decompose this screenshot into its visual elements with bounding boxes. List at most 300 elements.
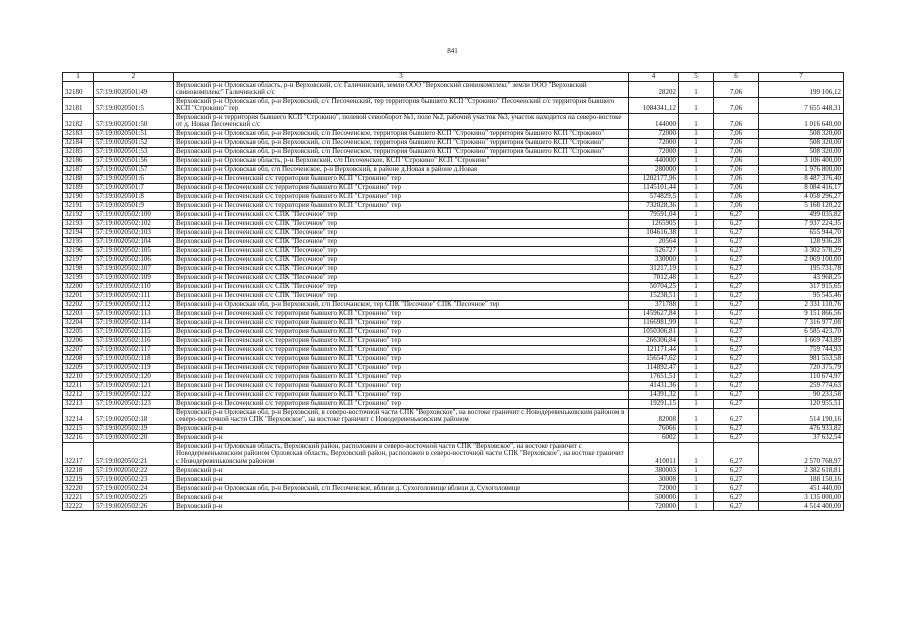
address-cell: Верховский р-н Песоченский с/с территория бывшего КСП "Строкино" тер	[174, 192, 629, 201]
value-cell: 120 955,51	[759, 399, 844, 408]
value-cell: 655 944,70	[759, 228, 844, 237]
cadastral-number-cell: 57:19:0020502:107	[94, 264, 174, 273]
count-cell: 1	[679, 493, 714, 502]
address-cell: Верховский р-н Песоченский с/с территория бывшего КСП "Строкино" тер	[174, 354, 629, 363]
value-cell: 110 674,97	[759, 372, 844, 381]
page-number: 841	[447, 47, 458, 55]
count-cell: 1	[679, 475, 714, 484]
table-row	[63, 282, 844, 291]
address-cell: Верховский р-н Песоченский с/с территория бывшего КСП "Строкино" тер	[174, 201, 629, 210]
row-number-cell: 32192	[63, 210, 94, 219]
table-row	[63, 345, 844, 354]
row-number-cell: 32186	[63, 156, 94, 165]
area-cell: 72000	[629, 129, 679, 138]
rate-cell: 6,27	[714, 408, 759, 424]
count-cell: 1	[679, 129, 714, 138]
table-row	[63, 390, 844, 399]
row-number-cell: 32187	[63, 165, 94, 174]
cadastral-number-cell: 57:19:0020501:8	[94, 192, 174, 201]
area-cell: 410011	[629, 442, 679, 466]
address-cell: Верховский р-н Песоченский с/с СПК "Песочное" тер	[174, 264, 629, 273]
rate-cell: 6,27	[714, 255, 759, 264]
rate-cell: 6,27	[714, 475, 759, 484]
row-number-cell: 32210	[63, 372, 94, 381]
area-cell: 17651,51	[629, 372, 679, 381]
value-cell: 8 487 376,40	[759, 174, 844, 183]
header-cell: 1	[63, 73, 94, 82]
count-cell: 1	[679, 466, 714, 475]
address-cell: Верховский р-н	[174, 493, 629, 502]
cadastral-number-cell: 57:19:0020502:24	[94, 484, 174, 493]
address-cell: Верховский р-н	[174, 424, 629, 433]
count-cell: 1	[679, 183, 714, 192]
row-number-cell: 32220	[63, 484, 94, 493]
value-cell: 128 936,28	[759, 237, 844, 246]
rate-cell: 6,27	[714, 345, 759, 354]
table-row	[63, 237, 844, 246]
cadastral-number-cell: 57:19:0020502:122	[94, 390, 174, 399]
rate-cell: 7,06	[714, 192, 759, 201]
table-row	[63, 354, 844, 363]
value-cell: 2 069 100,00	[759, 255, 844, 264]
row-number-cell: 32193	[63, 219, 94, 228]
value-cell: 2 331 110,76	[759, 300, 844, 309]
rate-cell: 6,27	[714, 493, 759, 502]
table-row	[63, 97, 844, 113]
value-cell: 981 553,58	[759, 354, 844, 363]
rate-cell: 6,27	[714, 282, 759, 291]
table-row	[63, 363, 844, 372]
cadastral-number-cell: 57:19:0020501:9	[94, 201, 174, 210]
row-number-cell: 32212	[63, 390, 94, 399]
area-cell: 28202	[629, 81, 679, 97]
value-cell: 1 016 640,00	[759, 113, 844, 129]
rate-cell: 6,27	[714, 228, 759, 237]
value-cell: 7 937 224,35	[759, 219, 844, 228]
count-cell: 1	[679, 345, 714, 354]
count-cell: 1	[679, 300, 714, 309]
cadastral-number-cell: 57:19:0020502:105	[94, 246, 174, 255]
count-cell: 1	[679, 210, 714, 219]
cadastral-number-cell: 57:19:0020501:5	[94, 97, 174, 113]
rate-cell: 6,27	[714, 327, 759, 336]
row-number-cell: 32215	[63, 424, 94, 433]
row-number-cell: 32222	[63, 502, 94, 511]
row-number-cell: 32191	[63, 201, 94, 210]
cadastral-number-cell: 57:19:0020501:49	[94, 81, 174, 97]
rate-cell: 6,27	[714, 336, 759, 345]
value-cell: 4 058 296,27	[759, 192, 844, 201]
value-cell: 759 744,93	[759, 345, 844, 354]
row-number-cell: 32211	[63, 381, 94, 390]
row-number-cell: 32218	[63, 466, 94, 475]
value-cell: 90 233,58	[759, 390, 844, 399]
rate-cell: 6,27	[714, 381, 759, 390]
area-cell: 156547,62	[629, 354, 679, 363]
address-cell: Верховский р-н Песоченский с/с СПК "Песочное" тер	[174, 237, 629, 246]
table-row	[63, 493, 844, 502]
address-cell: Верховский р-н Песоченский с/с территория бывшего КСП "Строкино" тер	[174, 336, 629, 345]
cadastral-number-cell: 57:19:0020501:56	[94, 156, 174, 165]
value-cell: 3 302 578,29	[759, 246, 844, 255]
rate-cell: 6,27	[714, 399, 759, 408]
count-cell: 1	[679, 192, 714, 201]
value-cell: 508 320,00	[759, 138, 844, 147]
table-row	[63, 228, 844, 237]
value-cell: 3 135 000,00	[759, 493, 844, 502]
row-number-cell: 32208	[63, 354, 94, 363]
area-cell: 144000	[629, 113, 679, 129]
cadastral-number-cell: 57:19:0020502:116	[94, 336, 174, 345]
row-number-cell: 32204	[63, 318, 94, 327]
row-number-cell: 32194	[63, 228, 94, 237]
area-cell: 82008	[629, 408, 679, 424]
count-cell: 1	[679, 433, 714, 442]
address-cell: Верховский р-н Песоченский с/с СПК "Песочное" тер	[174, 228, 629, 237]
table-row	[63, 327, 844, 336]
address-cell: Верховский р-н Песоченский с/с территория бывшего КСП "Строкино" тер	[174, 318, 629, 327]
address-cell: Верховский р-н Орловская обл, р-н Верховский, с/п Песоченское, территория бывшего КСП "Строкино" территория бывшего КСП "Строкино"	[174, 129, 629, 138]
count-cell: 1	[679, 381, 714, 390]
rate-cell: 7,06	[714, 183, 759, 192]
count-cell: 1	[679, 255, 714, 264]
row-number-cell: 32217	[63, 442, 94, 466]
count-cell: 1	[679, 354, 714, 363]
header-cell: 2	[94, 73, 174, 82]
value-cell: 476 933,82	[759, 424, 844, 433]
header-cell: 4	[629, 73, 679, 82]
address-cell: Верховский р-н Песоченский с/с СПК "Песочное" тер	[174, 291, 629, 300]
value-cell: 37 632,54	[759, 433, 844, 442]
cadastral-number-cell: 57:19:0020502:25	[94, 493, 174, 502]
table-row	[63, 81, 844, 97]
address-cell: Верховский р-н	[174, 475, 629, 484]
table-row	[63, 147, 844, 156]
value-cell: 8 084 416,17	[759, 183, 844, 192]
address-cell: Верховский р-н Песоченский с/с СПК "Песочное" тер	[174, 210, 629, 219]
cadastral-number-cell: 57:19:0020502:121	[94, 381, 174, 390]
area-cell: 121171,44	[629, 345, 679, 354]
count-cell: 1	[679, 390, 714, 399]
row-number-cell: 32207	[63, 345, 94, 354]
address-cell: Верховский р-н Песоченский с/с СПК "Песочное" тер	[174, 282, 629, 291]
value-cell: 2 382 618,81	[759, 466, 844, 475]
table-row	[63, 273, 844, 282]
cadastral-number-cell: 57:19:0020501:52	[94, 138, 174, 147]
address-cell: Верховский р-н Песоченский с/с территория бывшего КСП "Строкино" тер	[174, 174, 629, 183]
count-cell: 1	[679, 81, 714, 97]
area-cell: 6002	[629, 433, 679, 442]
count-cell: 1	[679, 442, 714, 466]
cadastral-number-cell: 57:19:0020502:102	[94, 219, 174, 228]
cadastral-number-cell: 57:19:0020501:53	[94, 147, 174, 156]
area-cell: 526727	[629, 246, 679, 255]
table-row	[63, 192, 844, 201]
area-cell: 76066	[629, 424, 679, 433]
count-cell: 1	[679, 113, 714, 129]
cadastral-number-cell: 57:19:0020502:106	[94, 255, 174, 264]
area-cell: 114892,47	[629, 363, 679, 372]
cadastral-number-cell: 57:19:0020502:21	[94, 442, 174, 466]
value-cell: 6 585 423,70	[759, 327, 844, 336]
value-cell: 43 968,25	[759, 273, 844, 282]
count-cell: 1	[679, 228, 714, 237]
cadastral-number-cell: 57:19:0020502:110	[94, 282, 174, 291]
value-cell: 508 320,00	[759, 129, 844, 138]
cadastral-number-cell: 57:19:0020502:115	[94, 327, 174, 336]
rate-cell: 7,06	[714, 174, 759, 183]
rate-cell: 6,27	[714, 246, 759, 255]
cadastral-number-cell: 57:19:0020502:19	[94, 424, 174, 433]
row-number-cell: 32195	[63, 237, 94, 246]
value-cell: 259 774,63	[759, 381, 844, 390]
value-cell: 508 320,00	[759, 147, 844, 156]
area-cell: 7012,48	[629, 273, 679, 282]
table-row	[63, 381, 844, 390]
cadastral-number-cell: 57:19:0020502:20	[94, 433, 174, 442]
address-cell: Верховский р-н Песоченский с/с СПК "Песочное" тер	[174, 255, 629, 264]
value-cell: 514 190,16	[759, 408, 844, 424]
value-cell: 451 440,00	[759, 484, 844, 493]
area-cell: 19291,15	[629, 399, 679, 408]
address-cell: Верховский р-н Песоченский с/с СПК "Песочное" тер	[174, 219, 629, 228]
address-cell: Верховский р-н Песоченский с/с территория бывшего КСП "Строкино" тер	[174, 381, 629, 390]
row-number-cell: 32185	[63, 147, 94, 156]
header-cell: 7	[759, 73, 844, 82]
table-row	[63, 300, 844, 309]
table-row	[63, 318, 844, 327]
row-number-cell: 32201	[63, 291, 94, 300]
table-row	[63, 138, 844, 147]
address-cell: Верховский р-н Песоченский с/с территория бывшего КСП "Строкино" тер	[174, 345, 629, 354]
address-cell: Верховский р-н Орловская обл, с/п Песоченское, р-н Верховский, в районе д.Новая в районе д.Новая	[174, 165, 629, 174]
rate-cell: 6,27	[714, 237, 759, 246]
count-cell: 1	[679, 327, 714, 336]
area-cell: 330000	[629, 255, 679, 264]
count-cell: 1	[679, 138, 714, 147]
count-cell: 1	[679, 318, 714, 327]
header-cell: 5	[679, 73, 714, 82]
cadastral-number-cell: 57:19:0020502:103	[94, 228, 174, 237]
rate-cell: 6,27	[714, 309, 759, 318]
cadastral-number-cell: 57:19:0020502:26	[94, 502, 174, 511]
area-cell: 280000	[629, 165, 679, 174]
count-cell: 1	[679, 174, 714, 183]
cadastral-number-cell: 57:19:0020502:111	[94, 291, 174, 300]
area-cell: 20564	[629, 237, 679, 246]
row-number-cell: 32189	[63, 183, 94, 192]
address-cell: Верховский р-н Песоченский с/с территория бывшего КСП "Строкино" тер	[174, 309, 629, 318]
value-cell: 317 915,65	[759, 282, 844, 291]
count-cell: 1	[679, 309, 714, 318]
count-cell: 1	[679, 156, 714, 165]
row-number-cell: 32221	[63, 493, 94, 502]
cadastral-number-cell: 57:19:0020501:51	[94, 129, 174, 138]
table-row	[63, 399, 844, 408]
address-cell: Верховский р-н	[174, 433, 629, 442]
table-row	[63, 113, 844, 129]
table-header-row	[63, 73, 844, 82]
table-row	[63, 219, 844, 228]
table-row	[63, 264, 844, 273]
row-number-cell: 32181	[63, 97, 94, 113]
area-cell: 720000	[629, 502, 679, 511]
cadastral-number-cell: 57:19:0020502:109	[94, 273, 174, 282]
row-number-cell: 32206	[63, 336, 94, 345]
value-cell: 7 655 448,31	[759, 97, 844, 113]
area-cell: 1050306,81	[629, 327, 679, 336]
address-cell: Верховский р-н Песоченский с/с территория бывшего КСП "Строкино" тер	[174, 390, 629, 399]
row-number-cell: 32209	[63, 363, 94, 372]
table-row	[63, 183, 844, 192]
area-cell: 266306,84	[629, 336, 679, 345]
table-row	[63, 433, 844, 442]
table-row	[63, 484, 844, 493]
rate-cell: 7,06	[714, 156, 759, 165]
area-cell: 72000	[629, 147, 679, 156]
address-cell: Верховский р-н Песоченский с/с СПК "Песочное" тер	[174, 246, 629, 255]
row-number-cell: 32196	[63, 246, 94, 255]
row-number-cell: 32203	[63, 309, 94, 318]
count-cell: 1	[679, 273, 714, 282]
count-cell: 1	[679, 502, 714, 511]
rate-cell: 7,06	[714, 138, 759, 147]
count-cell: 1	[679, 291, 714, 300]
rate-cell: 7,06	[714, 97, 759, 113]
rate-cell: 6,27	[714, 300, 759, 309]
area-cell: 41431,36	[629, 381, 679, 390]
cadastral-number-cell: 57:19:0020502:118	[94, 354, 174, 363]
rate-cell: 7,06	[714, 129, 759, 138]
area-cell: 371788	[629, 300, 679, 309]
cadastral-number-cell: 57:19:0020502:23	[94, 475, 174, 484]
cadastral-number-cell: 57:19:0020502:113	[94, 309, 174, 318]
area-cell: 1145101,44	[629, 183, 679, 192]
table-row	[63, 408, 844, 424]
rate-cell: 6,27	[714, 484, 759, 493]
area-cell: 500000	[629, 493, 679, 502]
table-row	[63, 246, 844, 255]
row-number-cell: 32213	[63, 399, 94, 408]
address-cell: Верховский р-н Орловская обл, р-н Верховский, с/п Песочанское, тер СПК "Песочное" СПК "Песочное" тер	[174, 300, 629, 309]
value-cell: 188 150,16	[759, 475, 844, 484]
cadastral-number-cell: 57:19:0020502:119	[94, 363, 174, 372]
cadastral-number-cell: 57:19:0020502:114	[94, 318, 174, 327]
count-cell: 1	[679, 408, 714, 424]
address-cell: Верховский р-н Орловская область, р-н Верховский, с/п Песоченское, КСП "Строкино" КСП "Строкино"	[174, 156, 629, 165]
address-cell: Верховский р-н Орловская область, Верховский район, расположен в северо-восточной части СПК "Верховское", на востоке граничит с Новодеревеньковским районом Орловская область, Верховский район, расположен в северо-восточной части СПК "Верховское", на востоке граничит с Новодеревеньковским районом	[174, 442, 629, 466]
count-cell: 1	[679, 219, 714, 228]
rate-cell: 7,06	[714, 81, 759, 97]
row-number-cell: 32202	[63, 300, 94, 309]
area-cell: 380003	[629, 466, 679, 475]
cadastral-number-cell: 57:19:0020502:18	[94, 408, 174, 424]
rate-cell: 7,06	[714, 113, 759, 129]
address-cell: Верховский р-н	[174, 502, 629, 511]
count-cell: 1	[679, 165, 714, 174]
count-cell: 1	[679, 424, 714, 433]
table-row	[63, 174, 844, 183]
table-row	[63, 336, 844, 345]
table-row	[63, 156, 844, 165]
table-row	[63, 442, 844, 466]
cadastral-number-cell: 57:19:0020502:104	[94, 237, 174, 246]
count-cell: 1	[679, 201, 714, 210]
value-cell: 499 035,82	[759, 210, 844, 219]
area-cell: 31217,19	[629, 264, 679, 273]
rate-cell: 6,27	[714, 273, 759, 282]
count-cell: 1	[679, 147, 714, 156]
area-cell: 72000	[629, 484, 679, 493]
value-cell: 2 570 768,97	[759, 442, 844, 466]
value-cell: 1 669 743,89	[759, 336, 844, 345]
count-cell: 1	[679, 246, 714, 255]
row-number-cell: 32198	[63, 264, 94, 273]
rate-cell: 7,06	[714, 165, 759, 174]
cadastral-number-cell: 57:19:0020501:6	[94, 174, 174, 183]
value-cell: 7 316 977,08	[759, 318, 844, 327]
rate-cell: 6,27	[714, 354, 759, 363]
rate-cell: 6,27	[714, 372, 759, 381]
row-number-cell: 32219	[63, 475, 94, 484]
table-row	[63, 466, 844, 475]
rate-cell: 7,06	[714, 201, 759, 210]
cadastral-number-cell: 57:19:0020502:123	[94, 399, 174, 408]
count-cell: 1	[679, 372, 714, 381]
address-cell: Верховский р-н территория бывшего КСП "Строкино", полевой севооборот №1, поле №2, рабочий участок №3, участок находится на северо-востоке от д. Новая Песоченский с/с	[174, 113, 629, 129]
cadastral-number-cell: 57:19:0020502:120	[94, 372, 174, 381]
row-number-cell: 32216	[63, 433, 94, 442]
address-cell: Верховский р-н Песоченский с/с СПК "Песочное" тер	[174, 273, 629, 282]
cadastral-number-cell: 57:19:0020502:117	[94, 345, 174, 354]
area-cell: 104616,38	[629, 228, 679, 237]
rate-cell: 6,27	[714, 433, 759, 442]
rate-cell: 6,27	[714, 264, 759, 273]
count-cell: 1	[679, 363, 714, 372]
address-cell: Верховский р-н Орловская область, р-н Верховский, с/с Галичинский, земли ООО "Верховский свинокомплекс" земли ООО "Верховский свинокомплекс" Галичинский с/с	[174, 81, 629, 97]
table-row	[63, 424, 844, 433]
rate-cell: 6,27	[714, 502, 759, 511]
cadastral-number-cell: 57:19:0020501:50	[94, 113, 174, 129]
address-cell: Верховский р-н Орловская обл, р-н Верховский, с/п Песоченское, территория бывшего КСП "Строкино" территория бывшего КСП "Строкино"	[174, 147, 629, 156]
table-row	[63, 255, 844, 264]
area-cell: 50704,25	[629, 282, 679, 291]
table-row	[63, 309, 844, 318]
value-cell: 1 976 800,00	[759, 165, 844, 174]
count-cell: 1	[679, 484, 714, 493]
rate-cell: 6,27	[714, 442, 759, 466]
table-row	[63, 129, 844, 138]
count-cell: 1	[679, 282, 714, 291]
area-cell: 732028,36	[629, 201, 679, 210]
table-row	[63, 201, 844, 210]
value-cell: 3 106 400,00	[759, 156, 844, 165]
count-cell: 1	[679, 97, 714, 113]
table-row	[63, 291, 844, 300]
cadastral-number-cell: 57:19:0020502:100	[94, 210, 174, 219]
cadastral-number-cell: 57:19:0020502:22	[94, 466, 174, 475]
address-cell: Верховский р-н Орловская обл, р-н Верховский, с/п Песоченское, территория бывшего КСП "Строкино" территория бывшего КСП "Строкино"	[174, 138, 629, 147]
table-row	[63, 210, 844, 219]
table-body	[63, 81, 844, 511]
cadastral-number-cell: 57:19:0020502:112	[94, 300, 174, 309]
row-number-cell: 32180	[63, 81, 94, 97]
row-number-cell: 32214	[63, 408, 94, 424]
address-cell: Верховский р-н Песоченский с/с территория бывшего КСП "Строкино" тер	[174, 372, 629, 381]
area-cell: 30008	[629, 475, 679, 484]
area-cell: 15238,51	[629, 291, 679, 300]
rate-cell: 6,27	[714, 424, 759, 433]
